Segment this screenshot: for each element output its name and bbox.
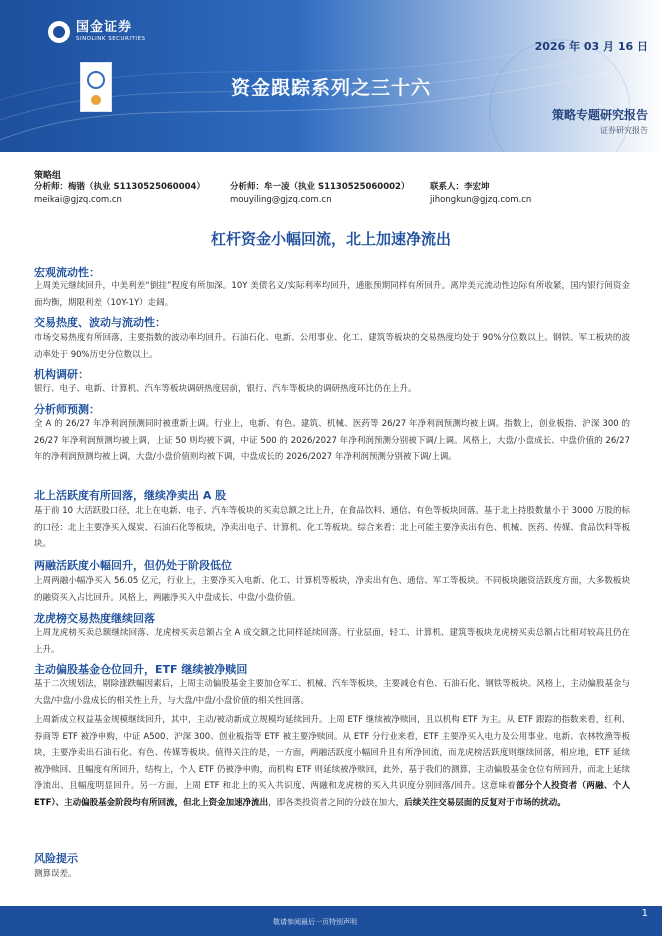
footer-bar xyxy=(0,906,662,936)
header-banner xyxy=(0,0,662,152)
fund-text-plain: ，即各类投资者之间的分歧在加大， xyxy=(268,797,405,808)
section-text-risk: 测算误差。 xyxy=(34,869,77,879)
fund-text-plain: 上周新成立权益基金规模继续回升，其中，主动/被动新成立规模均延续回升。上周 ETF 继续被净赎回，且以机构 ETF 为主。从 ETF 跟踪的指数来看，红利、券商等 ETF 被净申购，中证 A500、沪深 300、创业板指等 ETF 被主要净赎回。从 ETF 分行业来看，ETF 主要净买入电力及公用事业、电新、农林牧渔等板块，主要净卖出石油石化、有色、传媒等板块。值得关注的是，一方面，两融活跃度小幅回升且有所净回流，而龙虎榜活跃度则继续回落，相应地，ETF 延续被净赎回、且幅度有所回升，结构上，个人 ETF 仍被净申购，而机构 ETF 则延续被净赎回，此外，基于我们的测算，主动偏股基金仓位有所回升，而北上延续净流出、且幅度明显回升。另一方面，上周 ETF 和北上的买入共识度、两融和龙虎榜的买入共识度分别回落/回升。这意味着 xyxy=(34,715,630,791)
section-title-macro-liquidity: 宏观流动性： xyxy=(34,266,100,279)
section-text-margin-trading: 上周两融小幅净买入 56.05 亿元，行业上，主要净买入电新、化工、计算机等板块，净卖出有色、通信、军工等板块。不同板块融资活跃度方面，大多数板块的融资买入占比回升。风格上，两融净买入中盘成长、中盘/小盘价值。 xyxy=(34,576,630,603)
report-date: 2026 年 03 月 16 日 xyxy=(534,40,648,53)
section-title-analyst-forecast: 分析师预测： xyxy=(34,403,100,416)
report-type: 策略专题研究报告 xyxy=(551,108,648,122)
section-title-margin-trading: 两融活跃度小幅回升，但仍处于阶段低位 xyxy=(34,559,232,572)
footer-disclaimer[interactable]: 敬请参阅最后一页特别声明 xyxy=(273,918,357,926)
report-title: 资金跟踪系列之三十六 xyxy=(230,77,431,99)
page-number: 1 xyxy=(641,908,648,919)
contact-email[interactable]: jihongkun@gjzq.com.cn xyxy=(430,195,532,205)
report-subtype: 证券研究报告 xyxy=(600,126,648,135)
section-text-institution-research: 银行、电子、电新、计算机、汽车等板块调研热度居前，银行、汽车等板块的调研热度环比仍在上升。 xyxy=(34,384,417,394)
section-title-northbound: 北上活跃度有所回落，继续净卖出 A 股 xyxy=(34,489,227,502)
section-title-dragon-tiger: 龙虎榜交易热度继续回落 xyxy=(34,612,155,625)
contact xyxy=(430,181,531,207)
section-text-northbound: 基于前 10 大活跃股口径，北上在电新、电子、汽车等板块的买卖总额之比上升，在食品饮料、通信、有色等板块回落。基于北上持股数量小于 3000 万股的标的口径：北上主要净买入煤炭、石油石化等板块，净卖出电子、计算机、化工等板块。综合来看：北上可能主要净卖出有色、机械、医药、传媒、食品饮料等板块。 xyxy=(34,506,630,549)
section-title-risk: 风险提示 xyxy=(34,852,78,865)
analyst-2 xyxy=(230,181,409,207)
section-text-dragon-tiger: 上周龙虎榜买卖总额继续回落、龙虎榜买卖总额占全 A 成交额之比同样延续回落。行业层面，轻工、计算机、建筑等板块龙虎榜买卖总额占比相对较高且仍在上升。 xyxy=(34,628,630,655)
logo-en-text: SINOLINK SECURITIES xyxy=(76,36,146,42)
company-logo xyxy=(48,20,145,43)
section-text-fund-position-1: 基于二次规划法，剔除涨跌幅因素后，上周主动偏股基金主要加仓军工、机械、汽车等板块，主要减仓有色、石油石化、钢铁等板块。风格上，主动偏股基金与大盘/中盘/小盘成长的相关性上升，与大盘/中盘/小盘价值的相关性回落。 xyxy=(34,679,630,706)
logo-cn-text: 国金证券 xyxy=(76,20,133,35)
section-text-fund-position-2 xyxy=(34,712,630,811)
team-label: 策略组 xyxy=(34,171,62,181)
analyst-email[interactable]: meikai@gjzq.com.cn xyxy=(34,195,122,205)
analyst-name: 分析师：梅锴（执业 S1130525060004） xyxy=(34,182,205,192)
section-text-analyst-forecast: 全 A 的 26/27 年净利润预测同时被重新上调。行业上，电新、有色、建筑、机械、医药等 26/27 年净利润预测均被上调。指数上，创业板指、沪深 300 的 26/27 年净利润预测均被上调，上证 50 则均被下调，中证 500 的 2026/2027 年净利润预测分别被下调/上调。风格上，大盘/小盘成长、中盘价值的 26/27 年的净利润预测均被上调，大盘/小盘价值则均被下调，中盘成长的 2026/2027 年净利润预测分别被下调/上调。 xyxy=(34,419,630,462)
section-text-trading-heat: 市场交易热度有所回落，主要指数的波动率均回升。石油石化、电新、公用事业、化工、建筑等板块的交易热度均处于 90%分位数以上。钢铁、军工板块的波动率处于 90%历史分位数以上。 xyxy=(34,333,630,360)
section-text-macro-liquidity: 上周美元继续回升，中美利差“倒挂”程度有所加深。10Y 美债名义/实际利率均回升，通胀预期同样有所回升。离岸美元流动性边际有所收紧，国内银行间资金面均衡，期限利差（10Y-1Y）走阔。 xyxy=(34,281,630,308)
section-title-fund-position: 主动偏股基金仓位回升，ETF 继续被净赎回 xyxy=(34,663,248,676)
logo-icon xyxy=(48,21,70,43)
fund-text-bold: 后续关注交易层面的反复对于市场的扰动。 xyxy=(404,797,566,808)
section-title-trading-heat: 交易热度、波动与流动性： xyxy=(34,316,166,329)
contact-name: 联系人：李宏坤 xyxy=(430,182,490,192)
headline: 杠杆资金小幅回流，北上加速净流出 xyxy=(210,230,451,248)
fund-text-bold: 部分个人投资者（两融、个人 ETF）、主动偏股基金阶段均有所回流，但北上资金加速净流出 xyxy=(34,781,630,808)
analyst-name: 分析师：牟一凌（执业 S1130525060002） xyxy=(230,182,410,192)
section-title-institution-research: 机构调研： xyxy=(34,368,89,381)
analyst-1 xyxy=(34,181,205,207)
analyst-email[interactable]: mouyiling@gjzq.com.cn xyxy=(230,195,332,205)
